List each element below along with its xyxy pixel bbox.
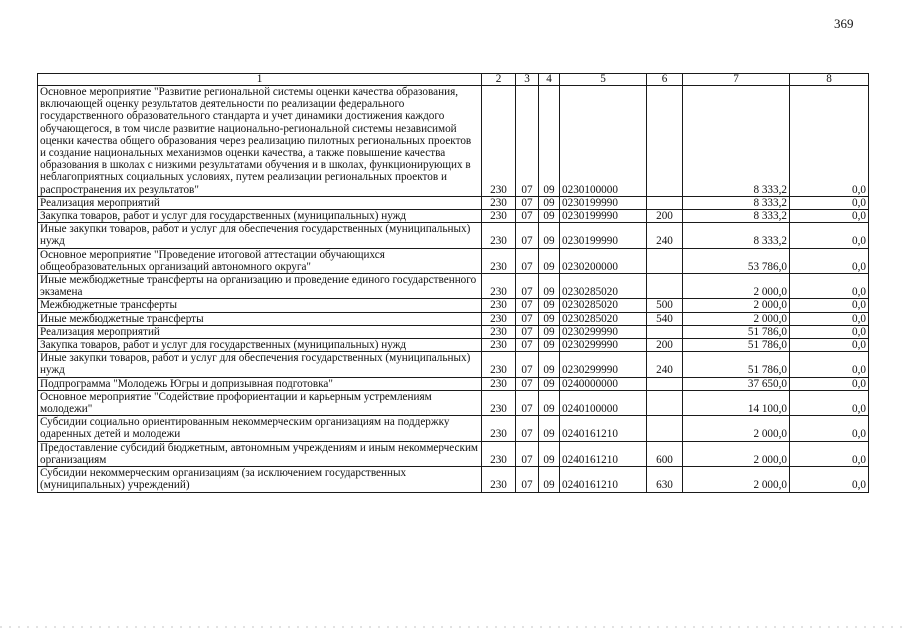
table-row	[38, 196, 869, 209]
target-item-cell: 0230199990	[560, 210, 647, 223]
section-cell: 07	[516, 390, 539, 415]
section-cell: 07	[516, 299, 539, 312]
table-row	[38, 86, 869, 197]
table-row	[38, 299, 869, 312]
amount-cell: 2 000,0	[683, 299, 790, 312]
amount-second-cell: 0,0	[790, 312, 869, 325]
expense-type-cell	[647, 325, 683, 338]
subsection-cell: 09	[539, 312, 560, 325]
subsection-cell: 09	[539, 210, 560, 223]
admin-code-cell: 230	[482, 325, 516, 338]
amount-second-cell: 0,0	[790, 299, 869, 312]
target-item-cell: 0230200000	[560, 248, 647, 273]
subsection-cell: 09	[539, 416, 560, 441]
column-header-5: 5	[560, 74, 647, 86]
expense-type-cell: 200	[647, 339, 683, 352]
amount-second-cell: 0,0	[790, 325, 869, 338]
table-row	[38, 377, 869, 390]
section-cell: 07	[516, 312, 539, 325]
column-header-7: 7	[683, 74, 790, 86]
row-name-cell: Основное мероприятие "Содействие профориентации и карьерным устремлениям молодежи"	[38, 390, 482, 415]
row-name-cell: Иные межбюджетные трансферты на организацию и проведение единого государственного экзамена	[38, 274, 482, 299]
table-row	[38, 248, 869, 273]
admin-code-cell: 230	[482, 248, 516, 273]
admin-code-cell: 230	[482, 377, 516, 390]
expense-type-cell: 200	[647, 210, 683, 223]
table-row	[38, 274, 869, 299]
amount-second-cell: 0,0	[790, 390, 869, 415]
expense-type-cell	[647, 377, 683, 390]
section-cell: 07	[516, 325, 539, 338]
column-header-8: 8	[790, 74, 869, 86]
target-item-cell: 0230299990	[560, 339, 647, 352]
amount-cell: 2 000,0	[683, 467, 790, 492]
expense-type-cell: 540	[647, 312, 683, 325]
table-row	[38, 441, 869, 466]
amount-second-cell: 0,0	[790, 248, 869, 273]
amount-cell: 14 100,0	[683, 390, 790, 415]
subsection-cell: 09	[539, 390, 560, 415]
admin-code-cell: 230	[482, 467, 516, 492]
expense-type-cell	[647, 416, 683, 441]
expense-type-cell: 630	[647, 467, 683, 492]
row-name-cell: Закупка товаров, работ и услуг для государственных (муниципальных) нужд	[38, 210, 482, 223]
amount-second-cell: 0,0	[790, 441, 869, 466]
admin-code-cell: 230	[482, 416, 516, 441]
admin-code-cell: 230	[482, 390, 516, 415]
section-cell: 07	[516, 274, 539, 299]
section-cell: 07	[516, 196, 539, 209]
column-header-6: 6	[647, 74, 683, 86]
table-row	[38, 312, 869, 325]
section-cell: 07	[516, 223, 539, 248]
admin-code-cell: 230	[482, 223, 516, 248]
row-name-cell: Реализация мероприятий	[38, 325, 482, 338]
row-name-cell: Иные межбюджетные трансферты	[38, 312, 482, 325]
table-row	[38, 210, 869, 223]
target-item-cell: 0230199990	[560, 223, 647, 248]
target-item-cell: 0240000000	[560, 377, 647, 390]
row-name-cell: Реализация мероприятий	[38, 196, 482, 209]
amount-cell: 51 786,0	[683, 339, 790, 352]
section-cell: 07	[516, 339, 539, 352]
table-row	[38, 352, 869, 377]
table-row	[38, 467, 869, 492]
admin-code-cell: 230	[482, 339, 516, 352]
target-item-cell: 0230285020	[560, 299, 647, 312]
row-name-cell: Субсидии некоммерческим организациям (за исключением государственных (муниципальных) учреждений)	[38, 467, 482, 492]
budget-table	[37, 73, 869, 493]
target-item-cell: 0230100000	[560, 86, 647, 197]
subsection-cell: 09	[539, 248, 560, 273]
row-name-cell: Предоставление субсидий бюджетным, автономным учреждениям и иным некоммерческим организациям	[38, 441, 482, 466]
section-cell: 07	[516, 416, 539, 441]
admin-code-cell: 230	[482, 196, 516, 209]
target-item-cell: 0230285020	[560, 312, 647, 325]
amount-cell: 2 000,0	[683, 312, 790, 325]
target-item-cell: 0230299990	[560, 352, 647, 377]
amount-cell: 37 650,0	[683, 377, 790, 390]
expense-type-cell: 240	[647, 352, 683, 377]
amount-cell: 8 333,2	[683, 86, 790, 197]
amount-cell: 8 333,2	[683, 223, 790, 248]
subsection-cell: 09	[539, 223, 560, 248]
amount-second-cell: 0,0	[790, 467, 869, 492]
target-item-cell: 0230285020	[560, 274, 647, 299]
subsection-cell: 09	[539, 325, 560, 338]
admin-code-cell: 230	[482, 86, 516, 197]
amount-second-cell: 0,0	[790, 86, 869, 197]
subsection-cell: 09	[539, 196, 560, 209]
subsection-cell: 09	[539, 352, 560, 377]
subsection-cell: 09	[539, 274, 560, 299]
admin-code-cell: 230	[482, 352, 516, 377]
section-cell: 07	[516, 86, 539, 197]
subsection-cell: 09	[539, 86, 560, 197]
amount-cell: 2 000,0	[683, 441, 790, 466]
table-row	[38, 390, 869, 415]
expense-type-cell	[647, 274, 683, 299]
column-header-4: 4	[539, 74, 560, 86]
subsection-cell: 09	[539, 441, 560, 466]
target-item-cell: 0240161210	[560, 467, 647, 492]
row-name-cell: Субсидии социально ориентированным некоммерческим организациям на поддержку одаренных детей и молодежи	[38, 416, 482, 441]
column-header-2: 2	[482, 74, 516, 86]
expense-type-cell	[647, 390, 683, 415]
amount-cell: 51 786,0	[683, 325, 790, 338]
subsection-cell: 09	[539, 467, 560, 492]
row-name-cell: Основное мероприятие "Проведение итоговой аттестации обучающихся общеобразовательных организаций автономного округа"	[38, 248, 482, 273]
admin-code-cell: 230	[482, 312, 516, 325]
amount-cell: 8 333,2	[683, 210, 790, 223]
target-item-cell: 0240161210	[560, 441, 647, 466]
subsection-cell: 09	[539, 377, 560, 390]
expense-type-cell: 500	[647, 299, 683, 312]
row-name-cell: Закупка товаров, работ и услуг для государственных (муниципальных) нужд	[38, 339, 482, 352]
section-cell: 07	[516, 210, 539, 223]
row-name-cell: Иные закупки товаров, работ и услуг для обеспечения государственных (муниципальных) нужд	[38, 223, 482, 248]
page-number: 369	[834, 16, 854, 31]
amount-cell: 8 333,2	[683, 196, 790, 209]
expense-type-cell	[647, 196, 683, 209]
admin-code-cell: 230	[482, 274, 516, 299]
column-header-3: 3	[516, 74, 539, 86]
column-header-1: 1	[38, 74, 482, 86]
amount-cell: 2 000,0	[683, 274, 790, 299]
section-cell: 07	[516, 352, 539, 377]
target-item-cell: 0230299990	[560, 325, 647, 338]
admin-code-cell: 230	[482, 441, 516, 466]
expense-type-cell	[647, 86, 683, 197]
amount-second-cell: 0,0	[790, 274, 869, 299]
amount-cell: 51 786,0	[683, 352, 790, 377]
expense-type-cell: 240	[647, 223, 683, 248]
amount-second-cell: 0,0	[790, 196, 869, 209]
admin-code-cell: 230	[482, 210, 516, 223]
amount-second-cell: 0,0	[790, 416, 869, 441]
table-header-row	[38, 74, 869, 86]
row-name-cell: Иные закупки товаров, работ и услуг для обеспечения государственных (муниципальных) нужд	[38, 352, 482, 377]
expense-type-cell	[647, 248, 683, 273]
admin-code-cell: 230	[482, 299, 516, 312]
section-cell: 07	[516, 441, 539, 466]
amount-second-cell: 0,0	[790, 223, 869, 248]
amount-second-cell: 0,0	[790, 377, 869, 390]
target-item-cell: 0230199990	[560, 196, 647, 209]
section-cell: 07	[516, 377, 539, 390]
amount-second-cell: 0,0	[790, 339, 869, 352]
amount-cell: 53 786,0	[683, 248, 790, 273]
scan-noise-line	[0, 626, 905, 628]
subsection-cell: 09	[539, 299, 560, 312]
section-cell: 07	[516, 467, 539, 492]
target-item-cell: 0240100000	[560, 390, 647, 415]
table-row	[38, 339, 869, 352]
amount-second-cell: 0,0	[790, 210, 869, 223]
row-name-cell: Подпрограмма "Молодежь Югры и допризывная подготовка"	[38, 377, 482, 390]
section-cell: 07	[516, 248, 539, 273]
row-name-cell: Основное мероприятие "Развитие региональной системы оценки качества образования, включающей оценку результатов деятельности по реализации федерального государственного образовательного стандарта и учет динамики достижения каждого обучающегося, в том числе развитие национально-региональной системы независимой оценки качества общего образования через реализацию пилотных региональных проектов и создание национальных механизмов оценки качества, а также повышение качества образования в школах с низкими результатами обучения и в школах, функционирующих в неблагоприятных социальных условиях, путем реализации региональных проектов и распространения их результатов"	[38, 86, 482, 197]
target-item-cell: 0240161210	[560, 416, 647, 441]
table-row	[38, 223, 869, 248]
table-body	[38, 86, 869, 493]
row-name-cell: Межбюджетные трансферты	[38, 299, 482, 312]
amount-cell: 2 000,0	[683, 416, 790, 441]
table-row	[38, 416, 869, 441]
expense-type-cell: 600	[647, 441, 683, 466]
amount-second-cell: 0,0	[790, 352, 869, 377]
subsection-cell: 09	[539, 339, 560, 352]
table-row	[38, 325, 869, 338]
